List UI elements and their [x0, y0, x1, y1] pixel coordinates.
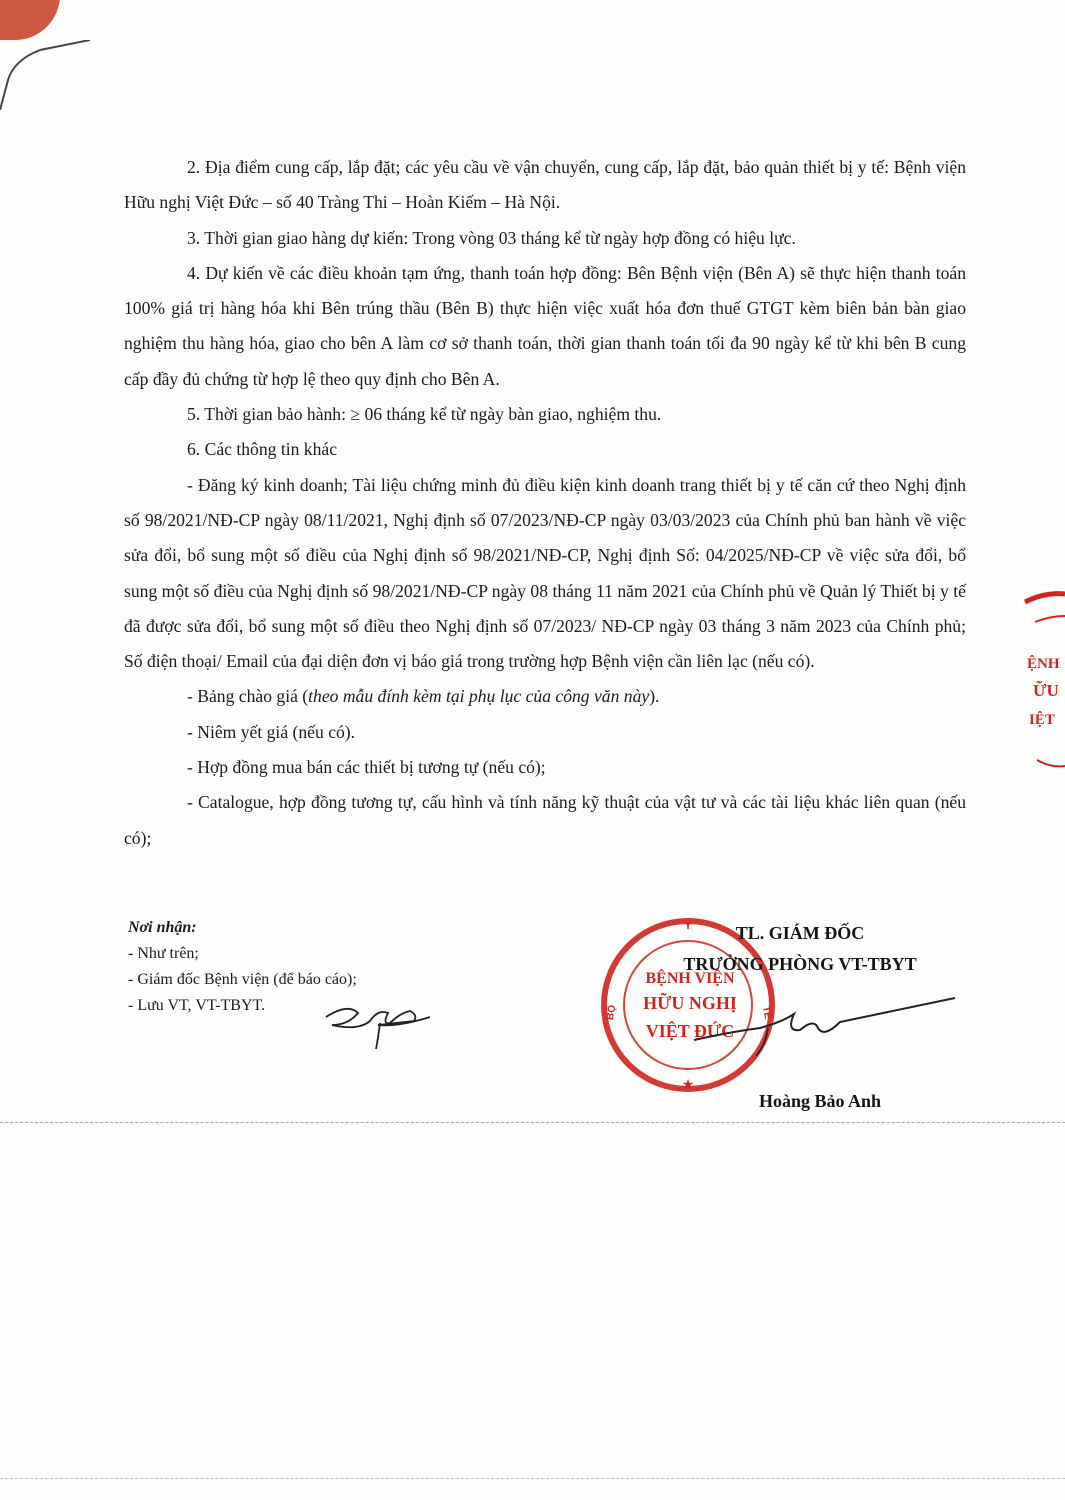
partial-seal-icon: [1015, 590, 1065, 780]
scan-corner-mark: [0, 0, 60, 40]
list-item-catalogue: - Catalogue, hợp đồng tương tự, cấu hình và tính năng kỹ thuật của vật tư và các tài liệu khác liên quan (nếu có);: [124, 792, 966, 848]
stamp-line-2: HỮU NGHỊ: [643, 993, 737, 1013]
document-body: [124, 150, 966, 856]
stamp-ring-right: TẾ: [759, 1005, 773, 1020]
side-stamp-line-1: ỆNH: [1027, 656, 1060, 672]
list-item-listed-price: - Niêm yết giá (nếu có).: [187, 721, 356, 742]
recipient-item: - Giám đốc Bệnh viện (để báo cáo);: [128, 971, 357, 988]
stamp-ring-left: BỘ: [604, 1004, 619, 1021]
director-signature-icon: [690, 992, 960, 1062]
side-stamp-line-2: ỮU: [1033, 681, 1059, 700]
list-item-price-quote: [124, 679, 966, 714]
list-item-similar-contracts: - Hợp đồng mua bán các thiết bị tương tự (nếu có);: [187, 757, 546, 778]
scan-edge-line: [0, 40, 90, 110]
paragraph-delivery-time: 3. Thời gian giao hàng dự kiến: Trong vòng 03 tháng kể từ ngày hợp đồng có hiệu lực.: [187, 227, 796, 248]
recipient-item: - Lưu VT, VT-TBYT.: [128, 997, 266, 1014]
signer-name: Hoàng Bảo Anh: [758, 1091, 882, 1111]
price-quote-prefix: - Bảng chào giá (: [187, 686, 309, 707]
recipient-item: - Như trên;: [128, 945, 199, 962]
price-quote-suffix: ).: [649, 686, 660, 707]
signer-title-line-2: TRƯỞNG PHÒNG VT-TBYT: [683, 954, 917, 974]
paragraph-warranty: 5. Thời gian bảo hành: ≥ 06 tháng kể từ ngày bàn giao, nghiệm thu.: [187, 404, 662, 425]
initial-signature-icon: [318, 995, 438, 1055]
stamp-star-icon: ★: [681, 1077, 695, 1093]
paragraph-payment-terms: 4. Dự kiến về các điều khoản tạm ứng, thanh toán hợp đồng: Bên Bệnh viện (Bên A) sẽ thực hiện thanh toán 100% giá trị hàng hóa khi Bên trúng thầu (Bên B) thực hiện việc xuất hóa đơn thuế GTGT kèm biên bản bàn giao nghiệm thu hàng hóa, giao cho bên A làm cơ sở thanh toán, thời gian thanh toán tối đa 90 ngày kể từ khi bên B cung cấp đầy đủ chứng từ hợp lệ theo quy định cho Bên A.: [124, 262, 966, 389]
stamp-line-3: VIỆT ĐỨC: [645, 1021, 735, 1041]
paragraph-other-info: 6. Các thông tin khác: [187, 439, 338, 460]
stamp-ring-top: Y: [684, 920, 692, 932]
scan-artifact-line: [0, 1122, 1065, 1124]
paragraph-delivery-location: 2. Địa điểm cung cấp, lắp đặt; các yêu cầu về vận chuyển, cung cấp, lắp đặt, bảo quản thiết bị y tế: Bệnh viện Hữu nghị Việt Đức – số 40 Tràng Thi – Hoàn Kiếm – Hà Nội.: [124, 157, 966, 213]
side-stamp-line-3: IỆT: [1029, 712, 1055, 728]
scan-artifact-line: [0, 1478, 1065, 1480]
price-quote-italic: theo mẫu đính kèm tại phụ lục của công văn này: [308, 686, 650, 707]
signer-title-line-1: TL. GIÁM ĐỐC: [735, 923, 865, 943]
stamp-line-1: BỆNH VIỆN: [645, 970, 735, 987]
paragraph-business-registration: - Đăng ký kinh doanh; Tài liệu chứng minh đủ điều kiện kinh doanh trang thiết bị y tế căn cứ theo Nghị định số 98/2021/NĐ-CP ngày 08/11/2021, Nghị định số 07/2023/NĐ-CP ngày 03/03/2023 của Chính phủ ban hành về việc sửa đổi, bổ sung một số điều của Nghị định số 98/2021/NĐ-CP, Nghị định Số: 04/2025/NĐ-CP về việc sửa đổi, bổ sung một số điều của Nghị định số 98/2021/NĐ-CP ngày 08 tháng 11 năm 2021 của Chính phủ về Quản lý Thiết bị y tế đã được sửa đổi, bổ sung một số điều theo Nghị định số 07/2023/ NĐ-CP ngày 03 tháng 3 năm 2023 của Chính phủ; Số điện thoại/ Email của đại diện đơn vị báo giá trong trường hợp Bệnh viện cần liên lạc (nếu có).: [124, 474, 966, 672]
recipients-heading: Nơi nhận:: [128, 919, 197, 936]
